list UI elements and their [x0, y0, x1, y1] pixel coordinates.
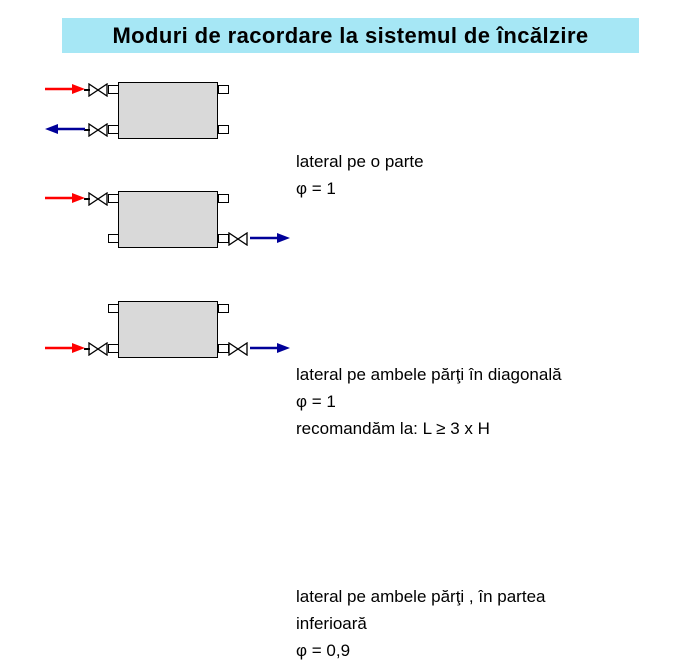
caption-line: inferioară: [296, 614, 367, 633]
radiator-nipple-top-right: [218, 194, 229, 203]
valve-icon-bottom-right: [228, 342, 248, 356]
caption-line: recomandăm la: L ≥ 3 x H: [296, 419, 490, 438]
page-title: Moduri de racordare la sistemul de încălzire: [112, 22, 589, 48]
radiator-nipple-top-left: [108, 85, 119, 94]
valve-icon-top-left: [88, 192, 108, 206]
radiator-nipple-top-left: [108, 194, 119, 203]
arrow-right-red-icon: [44, 83, 86, 95]
valve-icon-bottom: [88, 123, 108, 137]
radiator-body: [118, 82, 218, 139]
row-3-caption: [296, 583, 545, 664]
radiator-nipple-bottom-right: [218, 125, 229, 134]
radiator-nipple-bottom-left: [108, 125, 119, 134]
caption-line: φ = 0,9: [296, 641, 351, 660]
radiator-nipple-top-right: [218, 304, 229, 313]
arrow-right-red-icon: [44, 192, 86, 204]
radiator-nipple-bottom-left: [108, 344, 119, 353]
caption-line: lateral pe ambele părţi , în partea: [296, 587, 546, 606]
caption-line: φ = 1: [296, 179, 336, 198]
diagram-row-2: [0, 175, 700, 438]
arrow-right-red-icon: [44, 342, 86, 354]
valve-icon-bottom-left: [88, 342, 108, 356]
radiator-nipple-top-left: [108, 304, 119, 313]
radiator-nipple-bottom-left: [108, 234, 119, 243]
radiator-body: [118, 191, 218, 248]
title-banner: [62, 18, 639, 53]
caption-line: φ = 1: [296, 392, 336, 411]
radiator-nipple-top-right: [218, 85, 229, 94]
arrow-left-blue-icon: [44, 123, 86, 135]
radiator-body: [118, 301, 218, 358]
diagram-row-1: [0, 68, 700, 198]
caption-line: lateral pe ambele părţi în diagonală: [296, 365, 562, 384]
arrow-right-blue-icon: [249, 232, 291, 244]
valve-icon-bottom-right: [228, 232, 248, 246]
caption-line: lateral pe o parte: [296, 152, 424, 171]
arrow-right-blue-icon: [249, 342, 291, 354]
valve-icon-top: [88, 83, 108, 97]
